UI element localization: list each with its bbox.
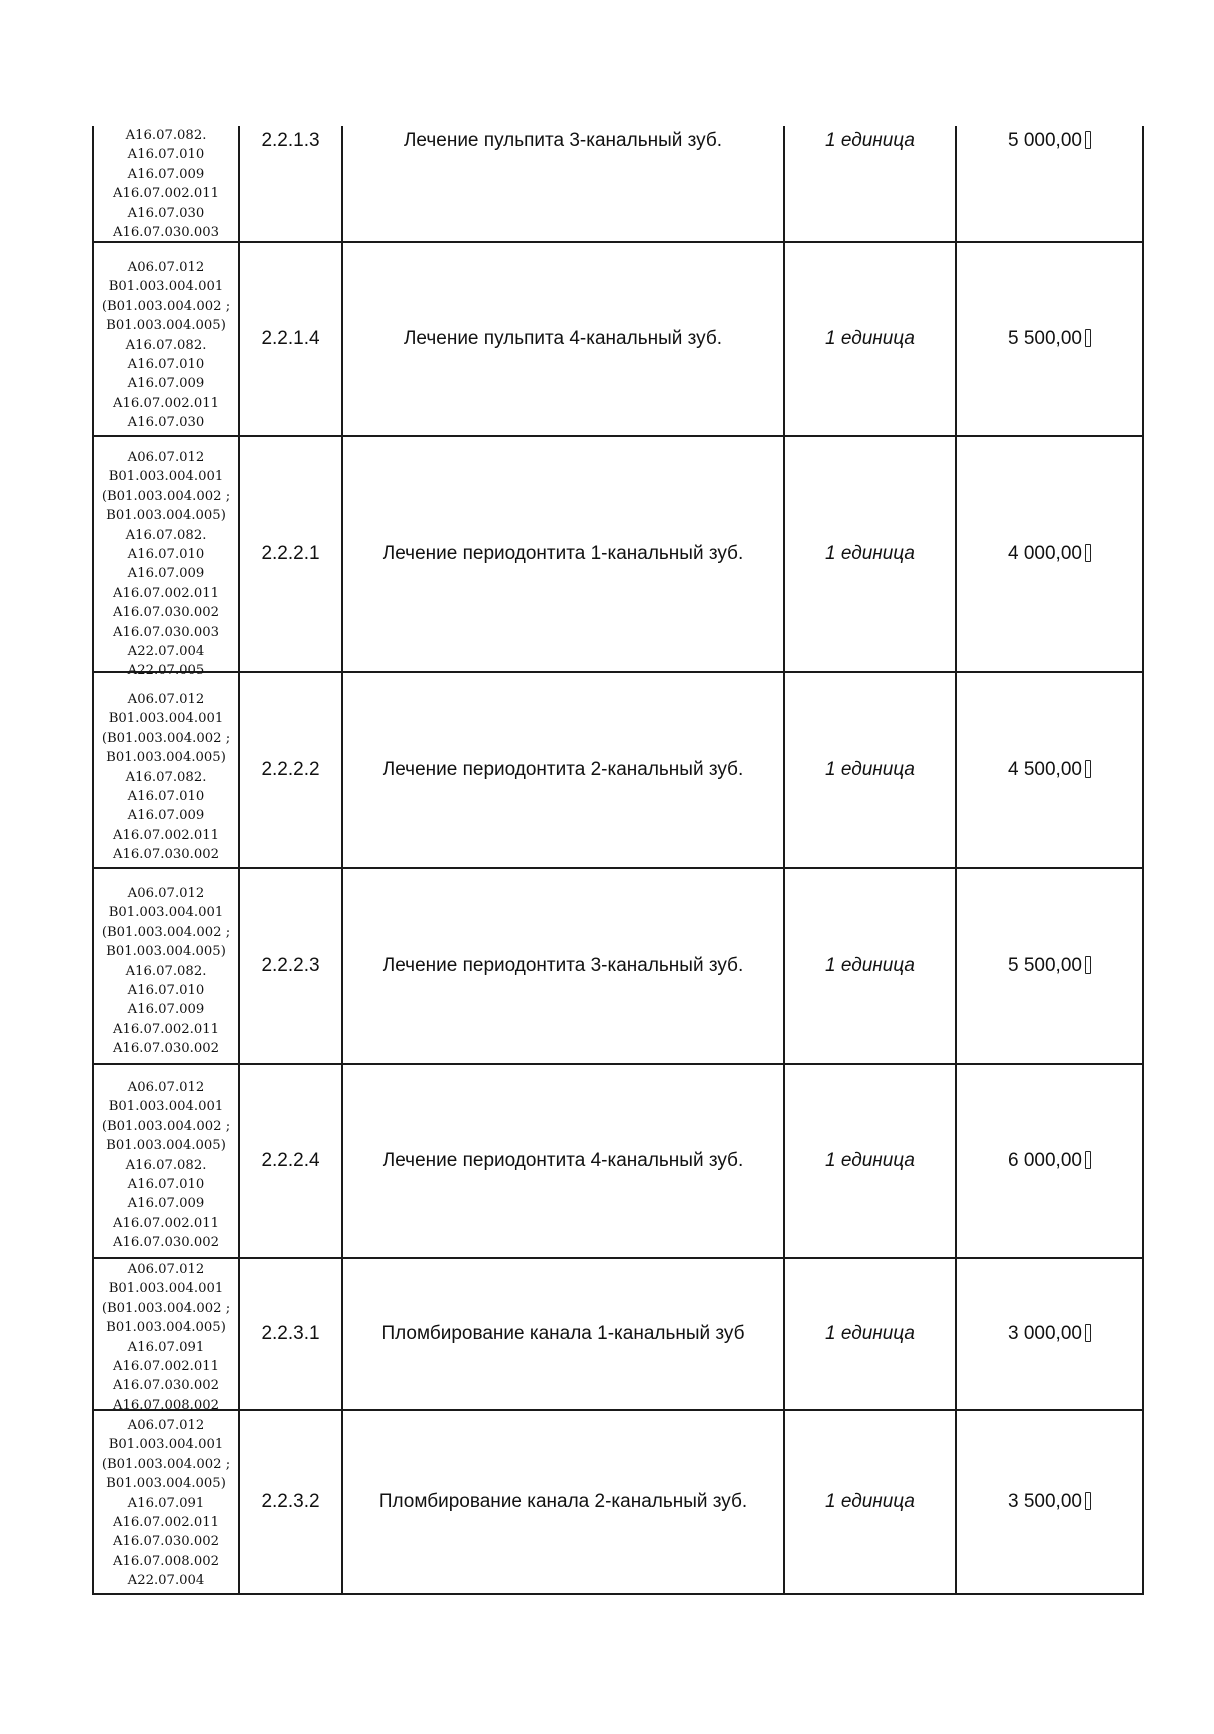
service-code: A16.07.082. xyxy=(125,1157,207,1173)
service-code: A16.07.008.002 xyxy=(112,1553,219,1569)
currency-glyph-icon xyxy=(1085,131,1091,149)
service-name: Лечение периодонтита 2-канальный зуб. xyxy=(342,672,784,868)
codes-cell xyxy=(93,672,239,868)
service-code: A16.07.091 xyxy=(127,1495,205,1511)
service-price: 5 000,00 xyxy=(1008,130,1082,151)
service-price-cell xyxy=(956,1410,1143,1594)
service-unit: 1 единица xyxy=(784,126,956,242)
service-code: B01.003.004.005) xyxy=(106,1138,226,1154)
currency-glyph-icon xyxy=(1085,1492,1091,1510)
service-number: 2.2.3.2 xyxy=(239,1410,342,1594)
service-price: 3 500,00 xyxy=(1008,1491,1082,1512)
service-code: A16.07.010 xyxy=(127,983,205,999)
service-code: A22.07.005 xyxy=(127,663,205,679)
codes-cell xyxy=(93,242,239,436)
service-code: A06.07.012 xyxy=(127,692,205,707)
service-code: B01.003.004.001 xyxy=(108,469,224,485)
service-number: 2.2.1.4 xyxy=(239,242,342,436)
service-code: A16.07.091 xyxy=(127,1339,205,1355)
service-name: Пломбирование канала 2-канальный зуб. xyxy=(342,1410,784,1594)
service-code: (B01.003.004.002 ; xyxy=(101,298,231,314)
service-price-cell xyxy=(956,242,1143,436)
codes-cell xyxy=(93,126,239,242)
service-code: B01.003.004.005) xyxy=(106,508,226,524)
codes-cell xyxy=(93,868,239,1064)
codes-cell xyxy=(93,1064,239,1258)
service-price: 5 500,00 xyxy=(1008,955,1082,976)
service-name: Лечение периодонтита 1-канальный зуб. xyxy=(342,436,784,672)
service-name: Лечение периодонтита 3-канальный зуб. xyxy=(342,868,784,1064)
service-code: A16.07.002.011 xyxy=(112,827,219,843)
currency-glyph-icon xyxy=(1085,760,1091,778)
table-row xyxy=(93,436,1143,672)
service-code: A16.07.010 xyxy=(127,147,205,163)
service-code: A16.07.002.011 xyxy=(112,1359,219,1375)
table-row xyxy=(93,868,1143,1064)
service-unit: 1 единица xyxy=(784,1258,956,1410)
service-name: Пломбирование канала 1-канальный зуб xyxy=(342,1258,784,1410)
service-code: (B01.003.004.002 ; xyxy=(101,1300,231,1316)
service-code: A16.07.010 xyxy=(127,789,205,805)
service-code: B01.003.004.005) xyxy=(106,944,226,960)
service-price-cell xyxy=(956,868,1143,1064)
currency-glyph-icon xyxy=(1085,956,1091,974)
service-name: Лечение периодонтита 4-канальный зуб. xyxy=(342,1064,784,1258)
service-code: A16.07.010 xyxy=(127,1177,205,1193)
table-row xyxy=(93,1064,1143,1258)
service-code: A16.07.030.002 xyxy=(112,847,219,863)
service-unit: 1 единица xyxy=(784,1410,956,1594)
service-code: B01.003.004.001 xyxy=(108,711,224,727)
service-code: (B01.003.004.002 ; xyxy=(101,1118,231,1134)
service-code: A22.07.004 xyxy=(127,644,205,660)
currency-glyph-icon xyxy=(1085,1324,1091,1342)
service-price: 3 000,00 xyxy=(1008,1323,1082,1344)
service-price: 5 500,00 xyxy=(1008,328,1082,349)
service-unit: 1 единица xyxy=(784,868,956,1064)
service-price-cell xyxy=(956,1258,1143,1410)
service-code: A06.07.012 xyxy=(127,1262,205,1277)
table-row xyxy=(93,126,1143,242)
codes-cell xyxy=(93,436,239,679)
service-code: A16.07.009 xyxy=(127,566,205,582)
service-code: A16.07.002.011 xyxy=(112,395,219,411)
service-code: A16.07.009 xyxy=(127,376,205,392)
service-code: A16.07.009 xyxy=(127,1002,205,1018)
service-code: A16.07.009 xyxy=(127,1196,205,1212)
service-code: A16.07.082. xyxy=(125,769,207,785)
service-code: B01.003.004.005) xyxy=(106,318,226,334)
table-row xyxy=(93,242,1143,436)
service-code: A16.07.010 xyxy=(127,547,205,563)
service-code: A16.07.082. xyxy=(125,963,207,979)
service-price-cell xyxy=(956,436,1143,672)
service-price: 6 000,00 xyxy=(1008,1150,1082,1171)
service-code: B01.003.004.001 xyxy=(108,279,224,295)
service-code: B01.003.004.005) xyxy=(106,750,226,766)
service-code: A16.07.002.011 xyxy=(112,1515,219,1531)
service-code: A16.07.009 xyxy=(127,166,205,182)
service-unit: 1 единица xyxy=(784,242,956,436)
service-code: A16.07.030 xyxy=(127,205,205,221)
service-code: A16.07.030.002 xyxy=(112,1378,219,1394)
service-number: 2.2.1.3 xyxy=(239,126,342,242)
service-price: 4 500,00 xyxy=(1008,759,1082,780)
service-code: A16.07.030.003 xyxy=(112,225,219,241)
currency-glyph-icon xyxy=(1085,1151,1091,1169)
service-code: A16.07.002.011 xyxy=(112,1021,219,1037)
codes-cell xyxy=(93,1410,239,1594)
service-code: B01.003.004.001 xyxy=(108,905,224,921)
service-unit: 1 единица xyxy=(784,1064,956,1258)
service-code: B01.003.004.005) xyxy=(106,1320,226,1336)
service-code: B01.003.004.001 xyxy=(108,1281,224,1297)
table-row xyxy=(93,672,1143,868)
service-code: A16.07.030.002 xyxy=(112,1235,219,1251)
currency-glyph-icon xyxy=(1085,544,1091,562)
service-code: A16.07.002.011 xyxy=(112,585,219,601)
service-code: A16.07.030.002 xyxy=(112,1534,219,1550)
service-number: 2.2.2.2 xyxy=(239,672,342,868)
service-code: (B01.003.004.002 ; xyxy=(101,488,231,504)
service-code: A16.07.030.002 xyxy=(112,1041,219,1057)
service-code: (B01.003.004.002 ; xyxy=(101,1456,231,1472)
service-unit: 1 единица xyxy=(784,436,956,672)
service-code: A06.07.012 xyxy=(127,260,205,275)
service-number: 2.2.3.1 xyxy=(239,1258,342,1410)
table-row xyxy=(93,1410,1143,1594)
service-code: A16.07.082. xyxy=(125,128,207,143)
service-number: 2.2.2.1 xyxy=(239,436,342,672)
service-code: B01.003.004.005) xyxy=(106,1476,226,1492)
service-code: A16.07.030.002 xyxy=(112,605,219,621)
service-code: A06.07.012 xyxy=(127,1418,205,1433)
service-code: A16.07.002.011 xyxy=(112,1215,219,1231)
service-code: A16.07.030 xyxy=(127,415,205,431)
service-price-cell xyxy=(956,126,1143,242)
service-code: A16.07.010 xyxy=(127,357,205,373)
service-code: A16.07.082. xyxy=(125,337,207,353)
service-number: 2.2.2.4 xyxy=(239,1064,342,1258)
service-code: A06.07.012 xyxy=(127,1080,205,1095)
service-code: A16.07.008.002 xyxy=(112,1397,219,1413)
service-code: A16.07.030.003 xyxy=(112,624,219,640)
table-row xyxy=(93,1258,1143,1410)
service-code: A16.07.002.011 xyxy=(112,186,219,202)
service-price: 4 000,00 xyxy=(1008,543,1082,564)
service-code: A06.07.012 xyxy=(127,450,205,465)
service-number: 2.2.2.3 xyxy=(239,868,342,1064)
service-unit: 1 единица xyxy=(784,672,956,868)
service-code: A16.07.082. xyxy=(125,527,207,543)
service-name: Лечение пульпита 3-канальный зуб. xyxy=(342,126,784,242)
codes-cell xyxy=(93,1258,239,1413)
service-code: A16.07.009 xyxy=(127,808,205,824)
service-code: A22.07.004 xyxy=(127,1573,205,1589)
service-code: B01.003.004.001 xyxy=(108,1437,224,1453)
service-code: (B01.003.004.002 ; xyxy=(101,730,231,746)
service-price-cell xyxy=(956,672,1143,868)
service-name: Лечение пульпита 4-канальный зуб. xyxy=(342,242,784,436)
service-code: A06.07.012 xyxy=(127,886,205,901)
service-code: B01.003.004.001 xyxy=(108,1099,224,1115)
currency-glyph-icon xyxy=(1085,329,1091,347)
price-table xyxy=(92,126,1144,1595)
service-price-cell xyxy=(956,1064,1143,1258)
service-code: (B01.003.004.002 ; xyxy=(101,924,231,940)
